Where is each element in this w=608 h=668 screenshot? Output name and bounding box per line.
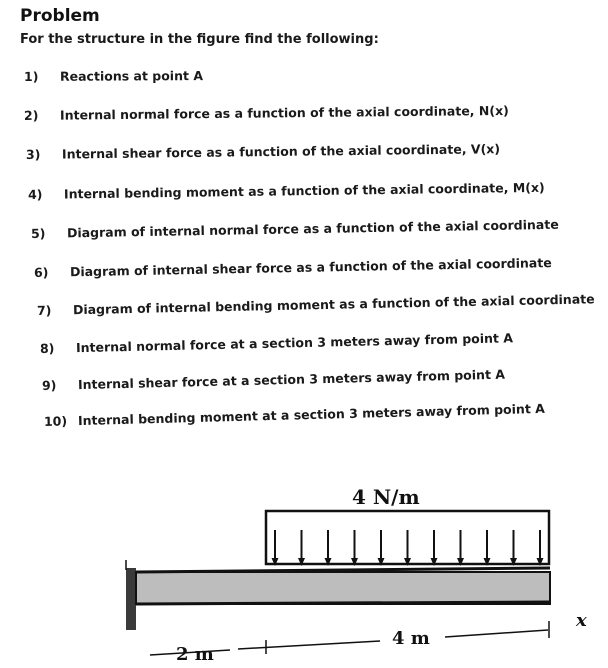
axis-label: x bbox=[576, 610, 587, 631]
question-text: Diagram of internal shear force as a function of the axial coordinate bbox=[69, 255, 552, 280]
question-number: 6) bbox=[33, 264, 49, 280]
question-item bbox=[44, 401, 545, 429]
question-item bbox=[31, 217, 559, 241]
dim-label-left: 2 m bbox=[176, 644, 214, 665]
question-number: 9) bbox=[41, 377, 57, 393]
load-label: 4 N/m bbox=[352, 485, 420, 509]
question-text: Internal shear force as a function of the axial coordinate, V(x) bbox=[61, 141, 501, 162]
question-number: 10) bbox=[43, 413, 68, 429]
question-text: Internal bending moment at a section 3 meters away from point A bbox=[77, 400, 546, 429]
question-item bbox=[42, 367, 505, 393]
question-text: Internal bending moment as a function of the axial coordinate, M(x) bbox=[63, 179, 545, 202]
question-number: 8) bbox=[39, 340, 55, 356]
dim-segment-mid bbox=[238, 641, 380, 649]
question-item bbox=[24, 68, 203, 84]
beam-bottom-edge bbox=[136, 602, 550, 604]
question-item bbox=[34, 255, 552, 280]
question-number: 2) bbox=[23, 107, 39, 123]
fixed-support bbox=[126, 560, 136, 630]
beam-body bbox=[136, 572, 550, 604]
beam bbox=[136, 568, 550, 604]
question-number: 5) bbox=[30, 225, 46, 241]
question-text: Internal normal force as a function of the axial coordinate, N(x) bbox=[59, 102, 509, 123]
question-item bbox=[24, 103, 509, 123]
beam-figure bbox=[0, 470, 608, 668]
load-arrows bbox=[272, 530, 544, 566]
question-text: Reactions at point A bbox=[59, 68, 204, 84]
question-number: 7) bbox=[36, 302, 52, 318]
question-text: Internal shear force at a section 3 meters away from point A bbox=[77, 366, 506, 393]
question-number: 3) bbox=[25, 146, 41, 162]
problem-heading: Problem bbox=[20, 6, 100, 26]
question-text: Diagram of internal bending moment as a function of the axial coordinate bbox=[72, 291, 595, 318]
problem-intro: For the structure in the figure find the following: bbox=[20, 32, 379, 47]
question-item bbox=[28, 180, 545, 202]
question-number: 4) bbox=[27, 186, 43, 202]
question-text: Diagram of internal normal force as a function of the axial coordinate bbox=[66, 216, 559, 241]
wall-block bbox=[126, 568, 136, 630]
question-item bbox=[37, 291, 595, 318]
distributed-load bbox=[266, 511, 549, 566]
question-item bbox=[40, 330, 513, 356]
question-text: Internal normal force at a section 3 meters away from point A bbox=[75, 330, 514, 356]
question-number: 1) bbox=[23, 68, 39, 84]
question-item bbox=[26, 141, 500, 162]
dim-segment-right bbox=[445, 630, 548, 637]
dim-label-right: 4 m bbox=[392, 628, 430, 649]
